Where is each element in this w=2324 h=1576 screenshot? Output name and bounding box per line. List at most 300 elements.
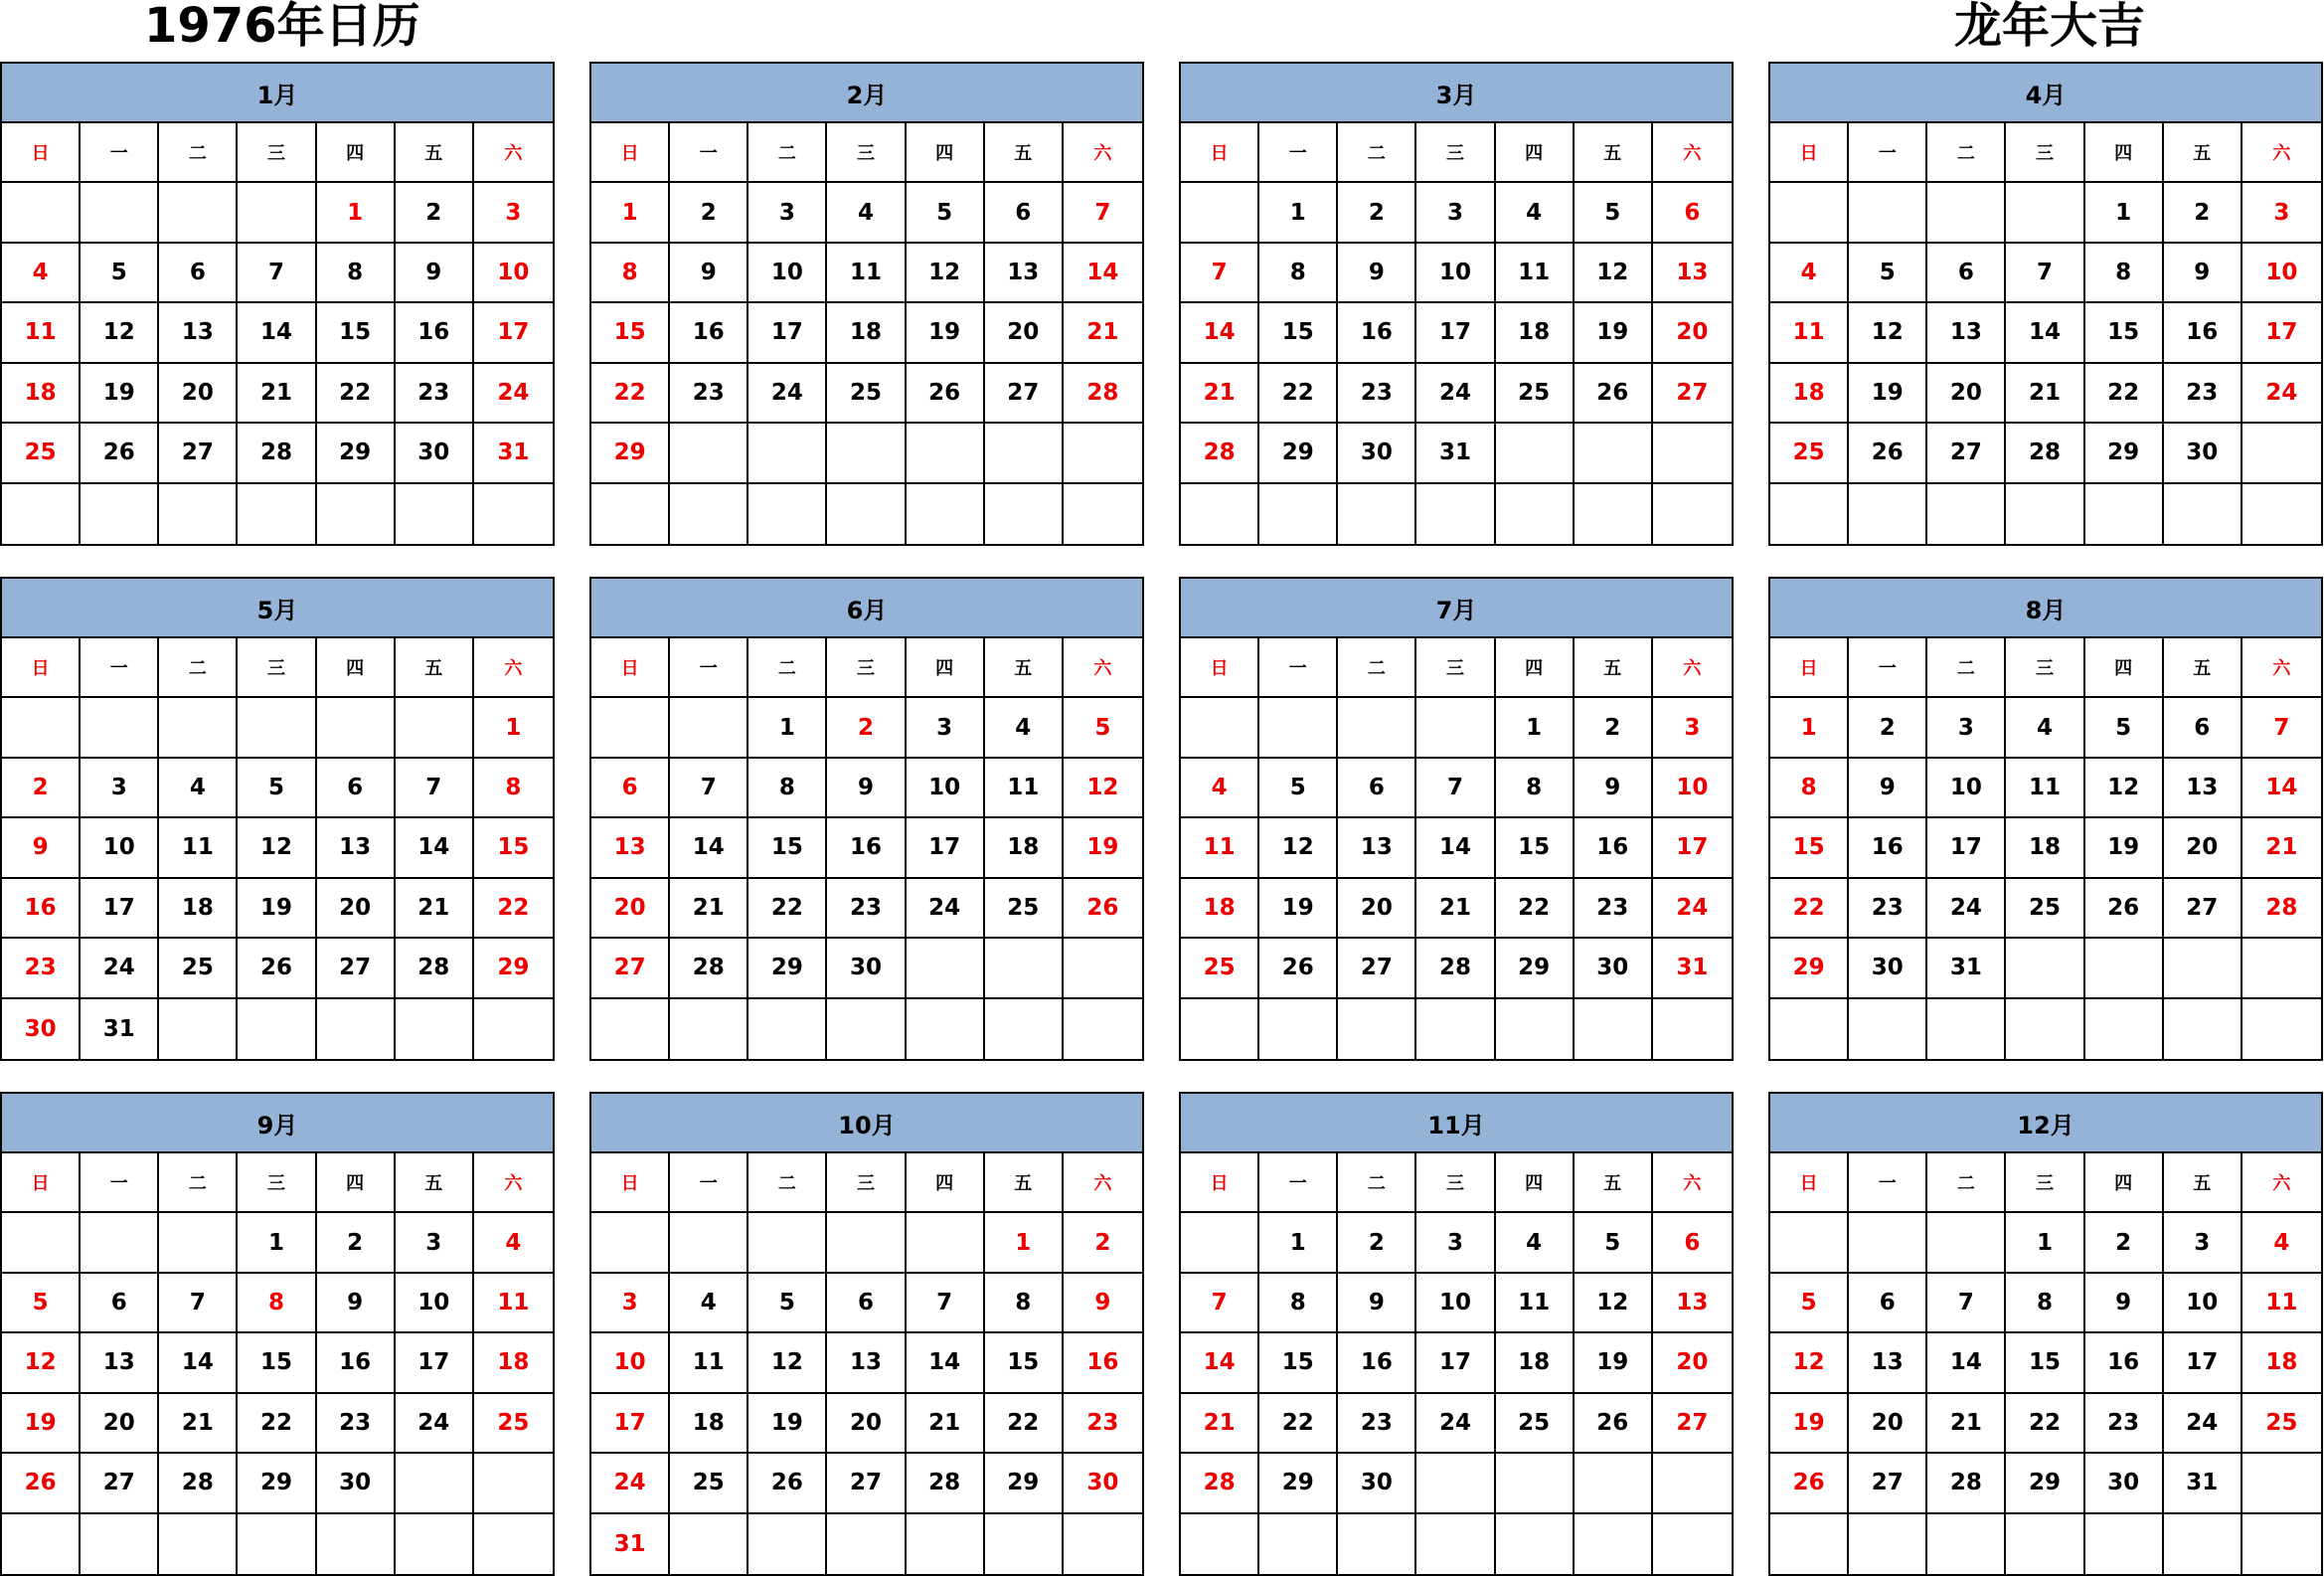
day-cell: 6	[591, 759, 670, 818]
month-title: 4月	[1770, 64, 2321, 123]
weekday-label: 日	[2, 1153, 81, 1213]
empty-cell	[1653, 1514, 1732, 1574]
weekday-label: 二	[159, 123, 238, 183]
day-cell: 24	[591, 1454, 670, 1513]
day-cell: 31	[81, 999, 159, 1059]
day-cell: 20	[1927, 364, 2006, 424]
empty-cell	[985, 1514, 1064, 1574]
day-cell: 12	[1770, 1333, 1849, 1393]
day-cell: 29	[1259, 424, 1338, 483]
empty-cell	[591, 484, 670, 544]
weekday-label: 一	[1259, 1153, 1338, 1213]
day-cell: 22	[1259, 1394, 1338, 1454]
empty-cell	[1064, 1514, 1142, 1574]
day-cell: 19	[748, 1394, 827, 1454]
weekday-label: 五	[396, 123, 474, 183]
day-cell: 3	[2164, 1213, 2242, 1273]
day-cell: 15	[2006, 1333, 2084, 1393]
day-cell: 4	[2, 244, 81, 303]
empty-cell	[1770, 484, 1849, 544]
day-cell: 4	[159, 759, 238, 818]
day-cell: 10	[907, 759, 985, 818]
day-cell: 22	[317, 364, 396, 424]
weekday-label: 二	[1927, 1153, 2006, 1213]
weekday-label: 三	[2006, 123, 2084, 183]
day-cell: 21	[2242, 818, 2321, 878]
empty-cell	[317, 484, 396, 544]
day-cell: 12	[1849, 303, 1927, 363]
day-cell: 10	[396, 1274, 474, 1333]
day-cell: 28	[1416, 939, 1495, 998]
empty-cell	[159, 999, 238, 1059]
empty-cell	[2006, 183, 2084, 243]
day-cell: 6	[317, 759, 396, 818]
day-cell: 26	[81, 424, 159, 483]
empty-cell	[2242, 484, 2321, 544]
empty-cell	[748, 999, 827, 1059]
weekday-label: 一	[1259, 123, 1338, 183]
day-cell: 11	[2, 303, 81, 363]
day-cell: 3	[396, 1213, 474, 1273]
day-cell: 17	[1416, 1333, 1495, 1393]
day-cell: 2	[2085, 1213, 2164, 1273]
day-cell: 10	[591, 1333, 670, 1393]
day-cell: 26	[1259, 939, 1338, 998]
weekday-label: 六	[1653, 123, 1732, 183]
day-cell: 31	[1927, 939, 2006, 998]
day-cell: 30	[2, 999, 81, 1059]
empty-cell	[1770, 999, 1849, 1059]
weekday-label: 日	[1181, 123, 1259, 183]
empty-cell	[985, 484, 1064, 544]
day-cell: 23	[2085, 1394, 2164, 1454]
empty-cell	[474, 484, 553, 544]
empty-cell	[1416, 1454, 1495, 1513]
month-block	[0, 62, 555, 546]
day-cell: 24	[1927, 879, 2006, 939]
day-cell: 20	[591, 879, 670, 939]
empty-cell	[2242, 1454, 2321, 1513]
day-cell: 25	[827, 364, 906, 424]
empty-cell	[238, 698, 316, 758]
day-cell: 27	[827, 1454, 906, 1513]
day-cell: 21	[1416, 879, 1495, 939]
empty-cell	[2, 183, 81, 243]
empty-cell	[907, 999, 985, 1059]
weekday-label: 日	[1770, 1153, 1849, 1213]
empty-cell	[2242, 424, 2321, 483]
month-block	[589, 577, 1144, 1061]
day-cell: 12	[2, 1333, 81, 1393]
day-cell: 1	[591, 183, 670, 243]
day-cell: 13	[1927, 303, 2006, 363]
empty-cell	[1064, 939, 1142, 998]
day-cell: 16	[827, 818, 906, 878]
day-cell: 23	[2, 939, 81, 998]
empty-cell	[748, 424, 827, 483]
weekday-label: 三	[2006, 1153, 2084, 1213]
empty-cell	[1770, 1514, 1849, 1574]
day-cell: 6	[159, 244, 238, 303]
day-cell: 26	[1770, 1454, 1849, 1513]
day-cell: 3	[1416, 183, 1495, 243]
day-cell: 20	[1849, 1394, 1927, 1454]
weekday-label: 一	[1849, 1153, 1927, 1213]
empty-cell	[317, 1514, 396, 1574]
day-cell: 26	[1575, 364, 1653, 424]
day-cell: 17	[81, 879, 159, 939]
day-cell: 15	[317, 303, 396, 363]
empty-cell	[238, 183, 316, 243]
day-cell: 9	[2, 818, 81, 878]
day-cell: 11	[985, 759, 1064, 818]
weekday-label: 六	[1653, 1153, 1732, 1213]
day-cell: 15	[474, 818, 553, 878]
day-cell: 23	[2164, 364, 2242, 424]
day-cell: 9	[827, 759, 906, 818]
day-cell: 1	[474, 698, 553, 758]
day-cell: 29	[591, 424, 670, 483]
day-cell: 22	[748, 879, 827, 939]
day-cell: 4	[670, 1274, 748, 1333]
day-cell: 16	[1064, 1333, 1142, 1393]
day-cell: 19	[1575, 303, 1653, 363]
day-cell: 29	[2085, 424, 2164, 483]
month-grid	[591, 638, 1142, 1059]
day-cell: 17	[1416, 303, 1495, 363]
day-cell: 22	[474, 879, 553, 939]
empty-cell	[670, 1514, 748, 1574]
day-cell: 28	[2242, 879, 2321, 939]
day-cell: 20	[159, 364, 238, 424]
month-title: 2月	[591, 64, 1142, 123]
empty-cell	[81, 1213, 159, 1273]
day-cell: 19	[2, 1394, 81, 1454]
month-block	[589, 62, 1144, 546]
day-cell: 12	[1064, 759, 1142, 818]
day-cell: 11	[670, 1333, 748, 1393]
day-cell: 10	[2242, 244, 2321, 303]
empty-cell	[2006, 484, 2084, 544]
day-cell: 10	[474, 244, 553, 303]
day-cell: 21	[907, 1394, 985, 1454]
day-cell: 1	[1259, 1213, 1338, 1273]
weekday-label: 二	[1338, 1153, 1416, 1213]
day-cell: 8	[1259, 244, 1338, 303]
day-cell: 2	[317, 1213, 396, 1273]
day-cell: 3	[474, 183, 553, 243]
empty-cell	[2006, 1514, 2084, 1574]
weekday-label: 五	[396, 1153, 474, 1213]
day-cell: 21	[238, 364, 316, 424]
day-cell: 13	[591, 818, 670, 878]
day-cell: 6	[1927, 244, 2006, 303]
day-cell: 28	[907, 1454, 985, 1513]
day-cell: 2	[1064, 1213, 1142, 1273]
day-cell: 30	[2164, 424, 2242, 483]
empty-cell	[1653, 1454, 1732, 1513]
day-cell: 8	[238, 1274, 316, 1333]
weekday-label: 日	[2, 638, 81, 698]
empty-cell	[317, 999, 396, 1059]
day-cell: 3	[1416, 1213, 1495, 1273]
weekday-label: 一	[670, 123, 748, 183]
day-cell: 18	[159, 879, 238, 939]
day-cell: 4	[827, 183, 906, 243]
day-cell: 21	[2006, 364, 2084, 424]
weekday-label: 三	[827, 638, 906, 698]
day-cell: 5	[1064, 698, 1142, 758]
day-cell: 9	[670, 244, 748, 303]
day-cell: 27	[2164, 879, 2242, 939]
day-cell: 7	[238, 244, 316, 303]
day-cell: 19	[81, 364, 159, 424]
empty-cell	[2164, 939, 2242, 998]
empty-cell	[1927, 484, 2006, 544]
day-cell: 30	[1338, 424, 1416, 483]
weekday-label: 五	[396, 638, 474, 698]
day-cell: 28	[1064, 364, 1142, 424]
day-cell: 12	[907, 244, 985, 303]
day-cell: 2	[396, 183, 474, 243]
weekday-label: 三	[2006, 638, 2084, 698]
weekday-label: 二	[748, 123, 827, 183]
day-cell: 8	[2085, 244, 2164, 303]
day-cell: 28	[159, 1454, 238, 1513]
empty-cell	[396, 484, 474, 544]
day-cell: 19	[238, 879, 316, 939]
day-cell: 15	[1259, 1333, 1338, 1393]
empty-cell	[2, 698, 81, 758]
day-cell: 4	[474, 1213, 553, 1273]
day-cell: 14	[2006, 303, 2084, 363]
day-cell: 26	[1849, 424, 1927, 483]
day-cell: 29	[474, 939, 553, 998]
day-cell: 8	[985, 1274, 1064, 1333]
empty-cell	[474, 999, 553, 1059]
day-cell: 6	[1653, 1213, 1732, 1273]
day-cell: 25	[985, 879, 1064, 939]
empty-cell	[159, 698, 238, 758]
day-cell: 26	[2085, 879, 2164, 939]
day-cell: 1	[985, 1213, 1064, 1273]
day-cell: 20	[985, 303, 1064, 363]
weekday-label: 六	[1064, 123, 1142, 183]
empty-cell	[827, 484, 906, 544]
weekday-label: 日	[2, 123, 81, 183]
day-cell: 22	[1770, 879, 1849, 939]
day-cell: 18	[1770, 364, 1849, 424]
day-cell: 11	[2242, 1274, 2321, 1333]
month-grid	[1181, 638, 1732, 1059]
day-cell: 21	[1181, 364, 1259, 424]
day-cell: 23	[317, 1394, 396, 1454]
day-cell: 15	[1496, 818, 1575, 878]
day-cell: 20	[827, 1394, 906, 1454]
day-cell: 4	[2242, 1213, 2321, 1273]
day-cell: 27	[1927, 424, 2006, 483]
month-grid	[591, 123, 1142, 544]
empty-cell	[1575, 1514, 1653, 1574]
empty-cell	[985, 939, 1064, 998]
day-cell: 23	[1338, 364, 1416, 424]
day-cell: 7	[1064, 183, 1142, 243]
empty-cell	[1338, 1514, 1416, 1574]
day-cell: 11	[1181, 818, 1259, 878]
day-cell: 12	[1575, 244, 1653, 303]
weekday-label: 一	[1849, 123, 1927, 183]
empty-cell	[2085, 484, 2164, 544]
weekday-label: 日	[1770, 638, 1849, 698]
day-cell: 7	[907, 1274, 985, 1333]
weekday-label: 五	[1575, 123, 1653, 183]
day-cell: 20	[317, 879, 396, 939]
day-cell: 24	[1653, 879, 1732, 939]
day-cell: 21	[159, 1394, 238, 1454]
weekday-label: 一	[81, 1153, 159, 1213]
day-cell: 19	[1849, 364, 1927, 424]
day-cell: 5	[748, 1274, 827, 1333]
empty-cell	[1496, 999, 1575, 1059]
day-cell: 5	[1575, 183, 1653, 243]
day-cell: 16	[670, 303, 748, 363]
weekday-label: 一	[1849, 638, 1927, 698]
weekday-label: 四	[317, 638, 396, 698]
day-cell: 3	[591, 1274, 670, 1333]
day-cell: 27	[1653, 364, 1732, 424]
day-cell: 7	[2006, 244, 2084, 303]
day-cell: 11	[1496, 244, 1575, 303]
day-cell: 25	[159, 939, 238, 998]
empty-cell	[827, 999, 906, 1059]
month-grid	[1181, 123, 1732, 544]
day-cell: 9	[317, 1274, 396, 1333]
day-cell: 13	[985, 244, 1064, 303]
day-cell: 19	[1575, 1333, 1653, 1393]
day-cell: 25	[670, 1454, 748, 1513]
day-cell: 14	[1064, 244, 1142, 303]
empty-cell	[1259, 999, 1338, 1059]
day-cell: 28	[1181, 1454, 1259, 1513]
day-cell: 13	[317, 818, 396, 878]
empty-cell	[2, 1213, 81, 1273]
day-cell: 25	[474, 1394, 553, 1454]
day-cell: 14	[1181, 303, 1259, 363]
empty-cell	[159, 484, 238, 544]
day-cell: 18	[827, 303, 906, 363]
weekday-label: 六	[1653, 638, 1732, 698]
weekday-label: 六	[474, 1153, 553, 1213]
day-cell: 10	[1416, 244, 1495, 303]
day-cell: 3	[1653, 698, 1732, 758]
day-cell: 29	[238, 1454, 316, 1513]
empty-cell	[1770, 183, 1849, 243]
weekday-label: 四	[907, 1153, 985, 1213]
day-cell: 27	[1338, 939, 1416, 998]
weekday-label: 三	[827, 1153, 906, 1213]
day-cell: 5	[1575, 1213, 1653, 1273]
month-title: 9月	[2, 1094, 553, 1153]
day-cell: 28	[238, 424, 316, 483]
weekday-label: 三	[238, 638, 316, 698]
day-cell: 7	[670, 759, 748, 818]
weekday-label: 二	[1338, 123, 1416, 183]
empty-cell	[2085, 939, 2164, 998]
day-cell: 27	[591, 939, 670, 998]
empty-cell	[1575, 484, 1653, 544]
day-cell: 22	[591, 364, 670, 424]
day-cell: 4	[985, 698, 1064, 758]
day-cell: 24	[396, 1394, 474, 1454]
day-cell: 27	[317, 939, 396, 998]
day-cell: 25	[1181, 939, 1259, 998]
weekday-label: 六	[474, 123, 553, 183]
empty-cell	[1849, 183, 1927, 243]
day-cell: 5	[238, 759, 316, 818]
empty-cell	[1653, 424, 1732, 483]
day-cell: 23	[1338, 1394, 1416, 1454]
day-cell: 16	[1338, 1333, 1416, 1393]
day-cell: 1	[748, 698, 827, 758]
day-cell: 22	[1496, 879, 1575, 939]
weekday-label: 四	[317, 1153, 396, 1213]
day-cell: 24	[474, 364, 553, 424]
day-cell: 9	[1338, 244, 1416, 303]
day-cell: 26	[1064, 879, 1142, 939]
day-cell: 8	[1259, 1274, 1338, 1333]
month-title: 3月	[1181, 64, 1732, 123]
day-cell: 16	[2085, 1333, 2164, 1393]
day-cell: 17	[474, 303, 553, 363]
day-cell: 17	[396, 1333, 474, 1393]
day-cell: 15	[238, 1333, 316, 1393]
day-cell: 29	[1496, 939, 1575, 998]
empty-cell	[907, 424, 985, 483]
day-cell: 21	[1064, 303, 1142, 363]
day-cell: 2	[1575, 698, 1653, 758]
day-cell: 2	[2164, 183, 2242, 243]
weekday-label: 日	[591, 123, 670, 183]
weekday-label: 四	[2085, 1153, 2164, 1213]
empty-cell	[827, 1213, 906, 1273]
month-block	[1768, 62, 2323, 546]
day-cell: 7	[396, 759, 474, 818]
weekday-label: 三	[1416, 638, 1495, 698]
empty-cell	[159, 1514, 238, 1574]
day-cell: 18	[1496, 303, 1575, 363]
empty-cell	[1338, 999, 1416, 1059]
day-cell: 24	[2164, 1394, 2242, 1454]
day-cell: 24	[907, 879, 985, 939]
day-cell: 15	[591, 303, 670, 363]
day-cell: 17	[2242, 303, 2321, 363]
day-cell: 15	[985, 1333, 1064, 1393]
day-cell: 13	[159, 303, 238, 363]
day-cell: 23	[670, 364, 748, 424]
empty-cell	[1927, 183, 2006, 243]
weekday-label: 四	[2085, 638, 2164, 698]
empty-cell	[1927, 999, 2006, 1059]
day-cell: 2	[670, 183, 748, 243]
month-block	[589, 1092, 1144, 1576]
empty-cell	[1259, 698, 1338, 758]
calendar-title: 1976年日历	[144, 0, 420, 54]
day-cell: 10	[81, 818, 159, 878]
day-cell: 31	[1416, 424, 1495, 483]
day-cell: 29	[317, 424, 396, 483]
day-cell: 10	[1416, 1274, 1495, 1333]
day-cell: 17	[1927, 818, 2006, 878]
